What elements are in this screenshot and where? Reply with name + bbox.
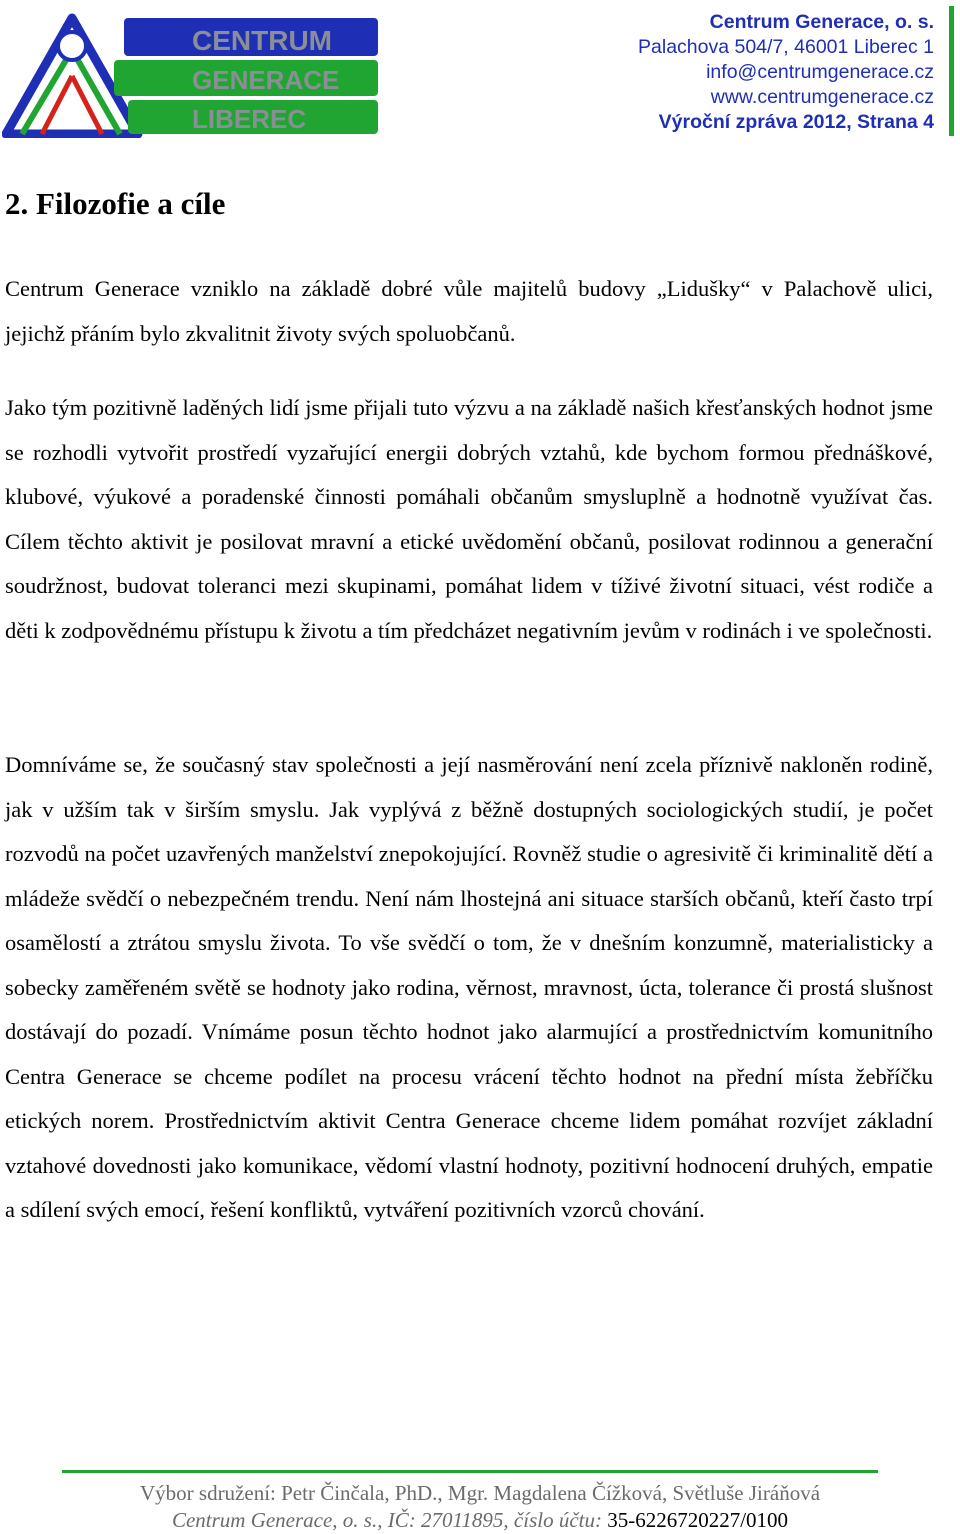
- logo-text-centrum: CENTRUM: [192, 25, 332, 56]
- footer-divider: [62, 1470, 878, 1473]
- footer-account-number: 35-6226720227/0100: [607, 1508, 789, 1532]
- footer-board: Výbor sdružení: Petr Činčala, PhD., Mgr. Magdalena Čížková, Světluše Jiráňová: [139, 1481, 821, 1505]
- header-accent-bar: [949, 6, 954, 136]
- org-address: Palachova 504/7, 46001 Liberec 1: [638, 36, 934, 58]
- centrum-generace-logo: [2, 10, 382, 138]
- report-page-label: Výroční zpráva 2012, Strana 4: [658, 111, 934, 133]
- paragraph-origin: Centrum Generace vzniklo na základě dobré vůle majitelů budovy „Lidušky“ v Palachově ulici, jejichž přáním bylo zkvalitnit životy svých spoluobčanů.: [5, 276, 933, 346]
- footer-registry: [0, 1507, 960, 1534]
- logo-text-liberec: LIBEREC: [192, 104, 307, 134]
- logo-text-generace: GENERACE: [192, 65, 340, 95]
- org-website[interactable]: www.centrumgenerace.cz: [710, 86, 934, 108]
- footer-registry-text: Centrum Generace, o. s., IČ: 27011895, číslo účtu:: [171, 1508, 602, 1532]
- org-email[interactable]: info@centrumgenerace.cz: [706, 61, 934, 83]
- page-footer: [0, 1480, 960, 1534]
- section-title: 2. Filozofie a cíle: [5, 186, 226, 221]
- paragraph-mission: Jako tým pozitivně laděných lidí jsme přijali tuto výzvu a na základě našich křesťanských hodnot jsme se rozhodli vytvořit prostředí vyzařující energii dobrých vztahů, kde bychom formou přednáškové, klubové, výukové a poradenské činnosti pomáhali občanům smysluplně a hodnotně využívat čas. Cílem těchto aktivit je posilovat mravní a etické uvědomění občanů, posilovat rodinnou a generační soudržnost, budovat toleranci mezi skupinami, pomáhat lidem v tíživé životní situaci, vést rodiče a děti k zodpovědnému přístupu k životu a tím předcházet negativním jevům v rodinách i ve společnosti.: [5, 395, 933, 643]
- contact-block: [638, 10, 934, 135]
- org-name: Centrum Generace, o. s.: [709, 11, 934, 33]
- paragraph-values: Domníváme se, že současný stav společnosti a její nasměrování není zcela příznivě nakloněn rodině, jak v užším tak v širším smyslu. Jak vyplývá z běžně dostupných sociologických studií, je počet rozvodů na počet uzavřených manželství znepokojující. Rovněž studie o agresivitě či kriminalitě dětí a mládeže svědčí o nebezpečném trendu. Není nám lhostejná ani situace starších občanů, kteří často trpí osamělostí a ztrátou smyslu života. To vše svědčí o tom, že v dnešním konzumně, materialisticky a sobecky zaměřeném světě se hodnoty jako rodina, věrnost, mravnost, úcta, tolerance či prostá slušnost dostávají do pozadí. Vnímáme posun těchto hodnot jako alarmující a prostřednictvím komunitního Centra Generace se chceme podílet na procesu vrácení těchto hodnot na přední místa žebříčku etických norem. Prostřednictvím aktivit Centra Generace chceme lidem pomáhat rozvíjet základní vztahové dovednosti jako komunikace, vědomí vlastní hodnoty, pozitivní hodnocení druhých, empatie a sdílení svých emocí, řešení konfliktů, vytváření pozitivních vzorců chování.: [5, 752, 933, 1222]
- page-header: [0, 0, 960, 140]
